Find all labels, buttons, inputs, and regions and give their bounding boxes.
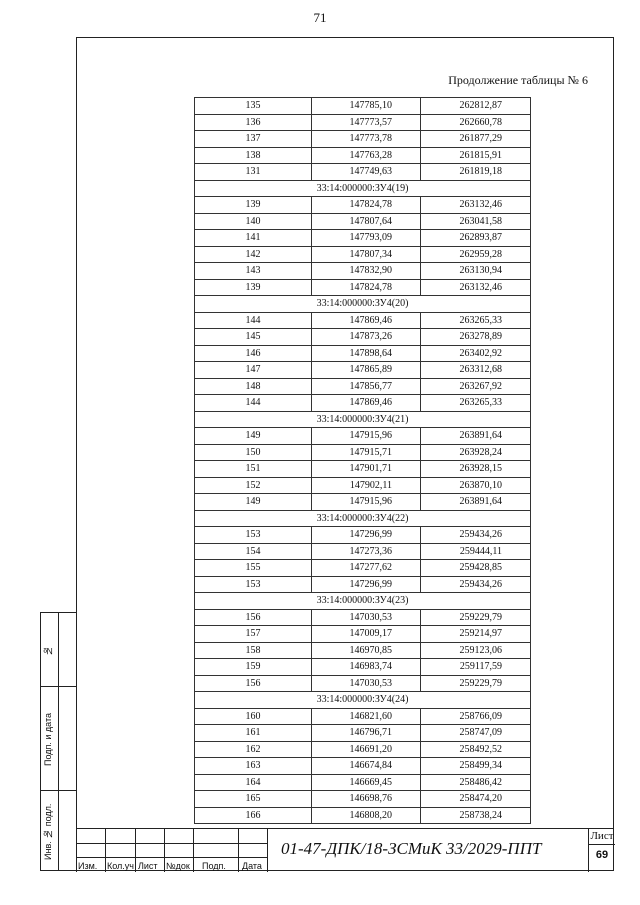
point-number: 156 xyxy=(195,609,312,626)
coord-y: 262812,87 xyxy=(421,98,531,115)
section-label: 33:14:000000:ЗУ4(19) xyxy=(195,180,531,197)
table-row xyxy=(195,428,531,445)
coord-x: 147277,62 xyxy=(312,560,421,577)
table-row xyxy=(195,543,531,560)
coord-x: 146669,45 xyxy=(312,774,421,791)
sheet-number: 69 xyxy=(595,849,609,861)
coord-x: 147763,28 xyxy=(312,147,421,164)
point-number: 165 xyxy=(195,791,312,808)
coord-y: 262660,78 xyxy=(421,114,531,131)
coord-y: 258766,09 xyxy=(421,708,531,725)
coord-y: 263891,64 xyxy=(421,494,531,511)
coord-x: 147296,99 xyxy=(312,527,421,544)
point-number: 145 xyxy=(195,329,312,346)
point-number: 140 xyxy=(195,213,312,230)
point-number: 148 xyxy=(195,378,312,395)
table-row xyxy=(195,626,531,643)
coord-x: 147807,34 xyxy=(312,246,421,263)
table-row xyxy=(195,642,531,659)
title-col-doc-no: №док xyxy=(166,861,190,871)
coord-x: 147773,57 xyxy=(312,114,421,131)
side-label-sign-date: Подп. и дата xyxy=(43,712,53,766)
section-label: 33:14:000000:ЗУ4(23) xyxy=(195,593,531,610)
title-block xyxy=(76,828,614,871)
table-row xyxy=(195,98,531,115)
table-row xyxy=(195,609,531,626)
coord-y: 263041,58 xyxy=(421,213,531,230)
coordinates-table xyxy=(194,97,531,824)
table-section-row xyxy=(195,296,531,313)
coord-x: 147915,96 xyxy=(312,428,421,445)
title-col-count: Кол.уч xyxy=(107,861,134,871)
table-row xyxy=(195,444,531,461)
coord-x: 147856,77 xyxy=(312,378,421,395)
point-number: 156 xyxy=(195,675,312,692)
table-section-row xyxy=(195,411,531,428)
coord-x: 147273,36 xyxy=(312,543,421,560)
point-number: 159 xyxy=(195,659,312,676)
table-caption: Продолжение таблицы № 6 xyxy=(448,73,588,87)
table-row xyxy=(195,494,531,511)
coord-y: 259117,59 xyxy=(421,659,531,676)
side-cell-sign-date xyxy=(41,687,77,791)
coord-y: 263891,64 xyxy=(421,428,531,445)
point-number: 163 xyxy=(195,758,312,775)
coord-y: 258486,42 xyxy=(421,774,531,791)
point-number: 150 xyxy=(195,444,312,461)
coord-y: 261815,91 xyxy=(421,147,531,164)
coord-x: 147030,53 xyxy=(312,675,421,692)
side-cell-number xyxy=(41,613,77,687)
coord-y: 262893,87 xyxy=(421,230,531,247)
coord-x: 147915,71 xyxy=(312,444,421,461)
coord-x: 146796,71 xyxy=(312,725,421,742)
table-section-row xyxy=(195,692,531,709)
coord-y: 258474,20 xyxy=(421,791,531,808)
table-section-row xyxy=(195,593,531,610)
point-number: 151 xyxy=(195,461,312,478)
coord-y: 262959,28 xyxy=(421,246,531,263)
table-row xyxy=(195,527,531,544)
side-label-number: № xyxy=(43,646,53,656)
coord-x: 147009,17 xyxy=(312,626,421,643)
point-number: 135 xyxy=(195,98,312,115)
table-row xyxy=(195,279,531,296)
coord-y: 263132,46 xyxy=(421,279,531,296)
point-number: 157 xyxy=(195,626,312,643)
side-cell-inv-no xyxy=(41,791,77,872)
title-col-sheet: Лист xyxy=(138,861,158,871)
coord-y: 258499,34 xyxy=(421,758,531,775)
coord-y: 259428,85 xyxy=(421,560,531,577)
coord-y: 263402,92 xyxy=(421,345,531,362)
coord-x: 147807,64 xyxy=(312,213,421,230)
coord-x: 147869,46 xyxy=(312,395,421,412)
title-col-date: Дата xyxy=(242,861,262,871)
coord-y: 263267,92 xyxy=(421,378,531,395)
coord-x: 147915,96 xyxy=(312,494,421,511)
title-block-grid xyxy=(76,829,267,872)
table-row xyxy=(195,708,531,725)
table-row xyxy=(195,246,531,263)
point-number: 139 xyxy=(195,279,312,296)
point-number: 146 xyxy=(195,345,312,362)
table-row xyxy=(195,807,531,824)
coord-y: 259229,79 xyxy=(421,609,531,626)
table-row xyxy=(195,378,531,395)
table-row xyxy=(195,230,531,247)
coord-y: 263312,68 xyxy=(421,362,531,379)
coord-y: 259444,11 xyxy=(421,543,531,560)
point-number: 152 xyxy=(195,477,312,494)
table-row xyxy=(195,758,531,775)
table-row xyxy=(195,164,531,181)
coord-y: 263265,33 xyxy=(421,395,531,412)
coord-y: 261877,29 xyxy=(421,131,531,148)
table-row xyxy=(195,114,531,131)
point-number: 166 xyxy=(195,807,312,824)
point-number: 160 xyxy=(195,708,312,725)
table-section-row xyxy=(195,180,531,197)
coord-x: 147030,53 xyxy=(312,609,421,626)
coord-x: 147785,10 xyxy=(312,98,421,115)
table-row xyxy=(195,263,531,280)
table-row xyxy=(195,197,531,214)
point-number: 139 xyxy=(195,197,312,214)
coord-x: 146821,60 xyxy=(312,708,421,725)
coord-x: 147749,63 xyxy=(312,164,421,181)
point-number: 162 xyxy=(195,741,312,758)
coord-y: 261819,18 xyxy=(421,164,531,181)
coord-y: 259214,97 xyxy=(421,626,531,643)
table-row xyxy=(195,560,531,577)
table-row xyxy=(195,395,531,412)
coord-y: 263870,10 xyxy=(421,477,531,494)
table-section-row xyxy=(195,510,531,527)
table-row xyxy=(195,312,531,329)
coord-x: 147824,78 xyxy=(312,279,421,296)
point-number: 149 xyxy=(195,494,312,511)
coord-y: 263265,33 xyxy=(421,312,531,329)
coord-x: 146698,76 xyxy=(312,791,421,808)
table-row xyxy=(195,791,531,808)
table-row xyxy=(195,675,531,692)
point-number: 136 xyxy=(195,114,312,131)
section-label: 33:14:000000:ЗУ4(24) xyxy=(195,692,531,709)
coord-x: 147824,78 xyxy=(312,197,421,214)
point-number: 154 xyxy=(195,543,312,560)
point-number: 161 xyxy=(195,725,312,742)
coord-x: 146674,84 xyxy=(312,758,421,775)
point-number: 149 xyxy=(195,428,312,445)
point-number: 147 xyxy=(195,362,312,379)
coord-x: 147869,46 xyxy=(312,312,421,329)
coord-y: 263928,15 xyxy=(421,461,531,478)
table-row xyxy=(195,659,531,676)
table-row xyxy=(195,461,531,478)
coord-x: 147793,09 xyxy=(312,230,421,247)
side-label-inv-no: Инв. № подл. xyxy=(43,803,53,861)
coord-x: 146983,74 xyxy=(312,659,421,676)
table-row xyxy=(195,741,531,758)
title-col-signature: Подп. xyxy=(202,861,226,871)
coord-x: 147832,90 xyxy=(312,263,421,280)
coord-y: 263130,94 xyxy=(421,263,531,280)
point-number: 138 xyxy=(195,147,312,164)
coord-x: 147773,78 xyxy=(312,131,421,148)
title-col-change: Изм. xyxy=(78,861,98,871)
table-row xyxy=(195,131,531,148)
point-number: 142 xyxy=(195,246,312,263)
point-number: 153 xyxy=(195,576,312,593)
coord-x: 147865,89 xyxy=(312,362,421,379)
coord-y: 259229,79 xyxy=(421,675,531,692)
page-number: 71 xyxy=(313,10,327,25)
table-row xyxy=(195,725,531,742)
coord-y: 258492,52 xyxy=(421,741,531,758)
point-number: 143 xyxy=(195,263,312,280)
coord-x: 147901,71 xyxy=(312,461,421,478)
point-number: 144 xyxy=(195,395,312,412)
section-label: 33:14:000000:ЗУ4(22) xyxy=(195,510,531,527)
point-number: 164 xyxy=(195,774,312,791)
coord-x: 146691,20 xyxy=(312,741,421,758)
sheet-label: Лист xyxy=(590,830,614,842)
coord-y: 263928,24 xyxy=(421,444,531,461)
coordinates-table-body xyxy=(195,98,531,824)
point-number: 144 xyxy=(195,312,312,329)
table-row xyxy=(195,576,531,593)
sheet-box xyxy=(588,829,614,872)
coord-x: 147296,99 xyxy=(312,576,421,593)
coord-y: 259434,26 xyxy=(421,576,531,593)
point-number: 158 xyxy=(195,642,312,659)
coord-y: 259123,06 xyxy=(421,642,531,659)
point-number: 141 xyxy=(195,230,312,247)
side-margin-stamp xyxy=(40,612,76,871)
coord-y: 263278,89 xyxy=(421,329,531,346)
coord-x: 147873,26 xyxy=(312,329,421,346)
table-row xyxy=(195,477,531,494)
section-label: 33:14:000000:ЗУ4(21) xyxy=(195,411,531,428)
coord-x: 147898,64 xyxy=(312,345,421,362)
table-row xyxy=(195,147,531,164)
coord-y: 263132,46 xyxy=(421,197,531,214)
table-row xyxy=(195,329,531,346)
point-number: 131 xyxy=(195,164,312,181)
document-code: 01-47-ДПК/18-ЗСМиК 33/2029-ППТ xyxy=(281,839,542,858)
coord-x: 147902,11 xyxy=(312,477,421,494)
coord-y: 258738,24 xyxy=(421,807,531,824)
point-number: 155 xyxy=(195,560,312,577)
point-number: 137 xyxy=(195,131,312,148)
table-row xyxy=(195,362,531,379)
table-row xyxy=(195,345,531,362)
coord-x: 146808,20 xyxy=(312,807,421,824)
point-number: 153 xyxy=(195,527,312,544)
section-label: 33:14:000000:ЗУ4(20) xyxy=(195,296,531,313)
coord-y: 258747,09 xyxy=(421,725,531,742)
table-row xyxy=(195,774,531,791)
coord-x: 146970,85 xyxy=(312,642,421,659)
table-row xyxy=(195,213,531,230)
coord-y: 259434,26 xyxy=(421,527,531,544)
